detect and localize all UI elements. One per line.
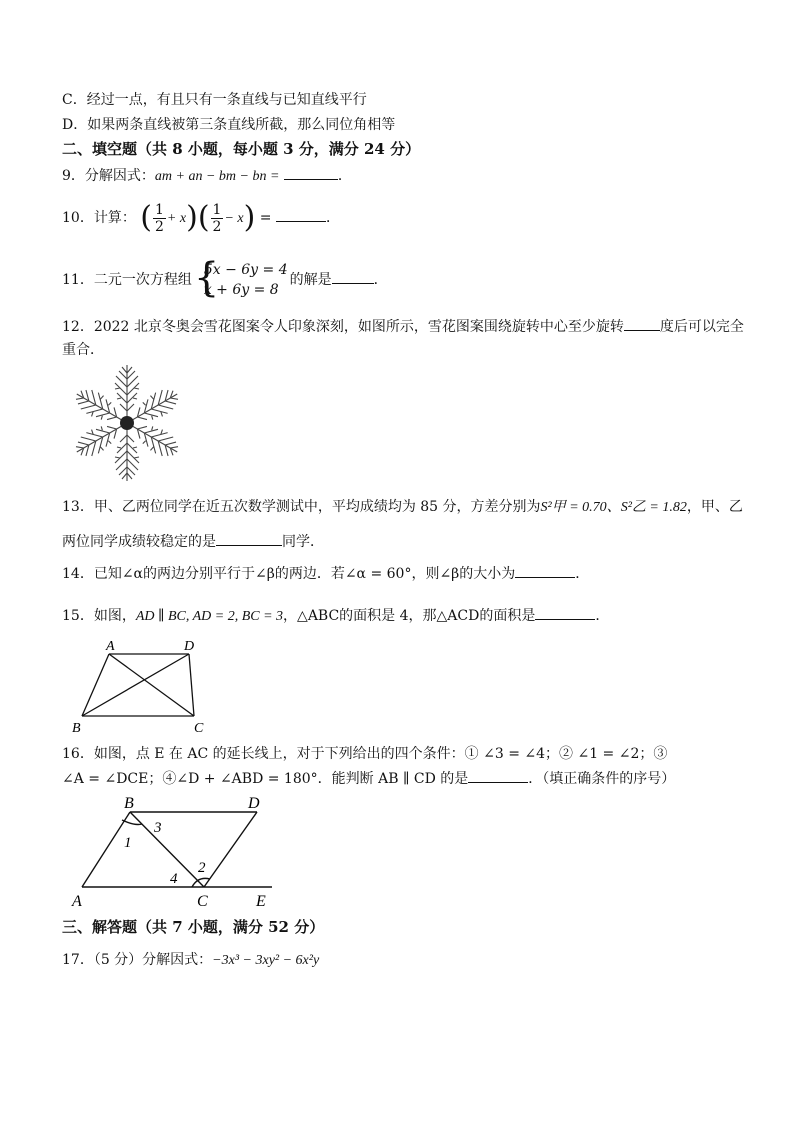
q12-text-a: 12．2022 北京冬奥会雪花图案令人印象深刻，如图所示，雪花图案围绕旋转中心至少旋转: [62, 319, 624, 335]
question-12: [62, 316, 744, 337]
q15-text-a: 15．如图，: [62, 608, 136, 624]
section-heading-fill-in: 二、填空题（共 8 小题，每小题 3 分，满分 24 分）: [62, 140, 421, 158]
question-17: [62, 950, 319, 971]
answer-blank[interactable]: [624, 316, 660, 331]
angle-1: 1: [124, 835, 132, 851]
label-A: A: [106, 639, 115, 654]
answer-blank[interactable]: [468, 768, 528, 783]
label-D: D: [184, 639, 195, 654]
q9-expression: am + an − bm − bn =: [154, 169, 280, 184]
q11-tail: 的解是: [289, 272, 332, 288]
q13-text-c: 两位同学成绩较稳定的是: [62, 534, 216, 550]
q12-text-b: 度后可以完全: [659, 319, 744, 335]
label-D: D: [248, 795, 260, 812]
q11-label: 11．二元一次方程组: [62, 272, 192, 288]
q9-label: 9．分解因式：: [62, 168, 155, 184]
q13-text-a: 13．甲、乙两位同学在近五次数学测试中，平均成绩均为 85 分，方差分别为: [62, 499, 541, 515]
question-12-cont: 重合．: [62, 342, 104, 358]
q14-text: 14．已知∠α的两边分别平行于∠β的两边．若∠α = 60°，则∠β的大小为: [62, 566, 516, 582]
answer-blank[interactable]: [276, 207, 326, 222]
label-B: B: [124, 795, 134, 812]
q10-label: 10．计算：: [62, 210, 136, 226]
option-c: C．经过一点，有且只有一条直线与已知直线平行: [62, 92, 367, 108]
q16-text-c: ．（填正确条件的序号）: [528, 771, 676, 787]
q16-text-b: ∠A = ∠DCE；④∠D + ∠ABD = 180°．能判断 AB ∥ CD 的是: [62, 771, 469, 787]
question-9: 9．分解因式：am + an − bm − bn = ．: [62, 165, 352, 187]
label-E: E: [256, 893, 266, 910]
label-A: A: [72, 893, 82, 910]
answer-blank[interactable]: [216, 531, 282, 546]
question-13-cont: [62, 531, 324, 552]
question-14: 14．已知∠α的两边分别平行于∠β的两边．若∠α = 60°，则∠β的大小为 ．: [62, 563, 589, 584]
variance-jia: S²甲 = 0.70、: [540, 500, 621, 515]
section-heading-answers: 三、解答题（共 7 小题，满分 52 分）: [62, 918, 325, 936]
question-13: [62, 497, 743, 518]
option-d: D．如果两条直线被第三条直线所截，那么同位角相等: [62, 117, 396, 133]
question-15: 15．如图，AD ∥ BC, AD = 2, BC = 3，△ABC的面积是 4，那△ACD的面积是 ．: [62, 605, 609, 627]
q15-expression: AD ∥ BC, AD = 2, BC = 3: [135, 609, 284, 624]
answer-blank[interactable]: [284, 165, 338, 180]
label-C: C: [197, 893, 208, 910]
variance-yi: S²乙 = 1.82: [620, 500, 687, 515]
question-16: 16．如图，点 E 在 AC 的延长线上，对于下列给出的四个条件：① ∠3 = ∠4；② ∠1 = ∠2；③: [62, 746, 668, 762]
answer-blank[interactable]: [535, 605, 595, 620]
angle-3: 3: [154, 820, 162, 836]
q15-text-b: ，△ABC的面积是 4，那△ACD的面积是: [283, 608, 536, 624]
equation-system: { 5x − 6y = 4 x + 6y = 8: [193, 255, 288, 301]
q17-expression: −3x³ − 3xy² − 6x²y: [212, 953, 320, 968]
trapezoid-figure: [62, 636, 232, 740]
q17-label: 17．（5 分）分解因式：: [62, 952, 213, 968]
answer-blank[interactable]: [515, 563, 575, 578]
question-10: 10．计算： ( $\frac{1}{2}$ + x)( $\frac{1}{2}$ − x) = ．: [62, 200, 340, 235]
parallelogram-figure: [62, 792, 282, 910]
q13-text-d: 同学．: [282, 534, 324, 550]
snowflake-image: [62, 360, 200, 488]
angle-4: 4: [170, 871, 178, 887]
q13-text-b: ，甲、乙: [686, 499, 743, 515]
question-16-cont: [62, 768, 675, 789]
answer-blank[interactable]: [332, 269, 374, 284]
label-B: B: [72, 721, 81, 736]
angle-2: 2: [198, 860, 206, 876]
label-C: C: [194, 721, 204, 736]
question-11: 11．二元一次方程组 { 5x − 6y = 4 x + 6y = 8 的解是 ．: [62, 255, 388, 301]
